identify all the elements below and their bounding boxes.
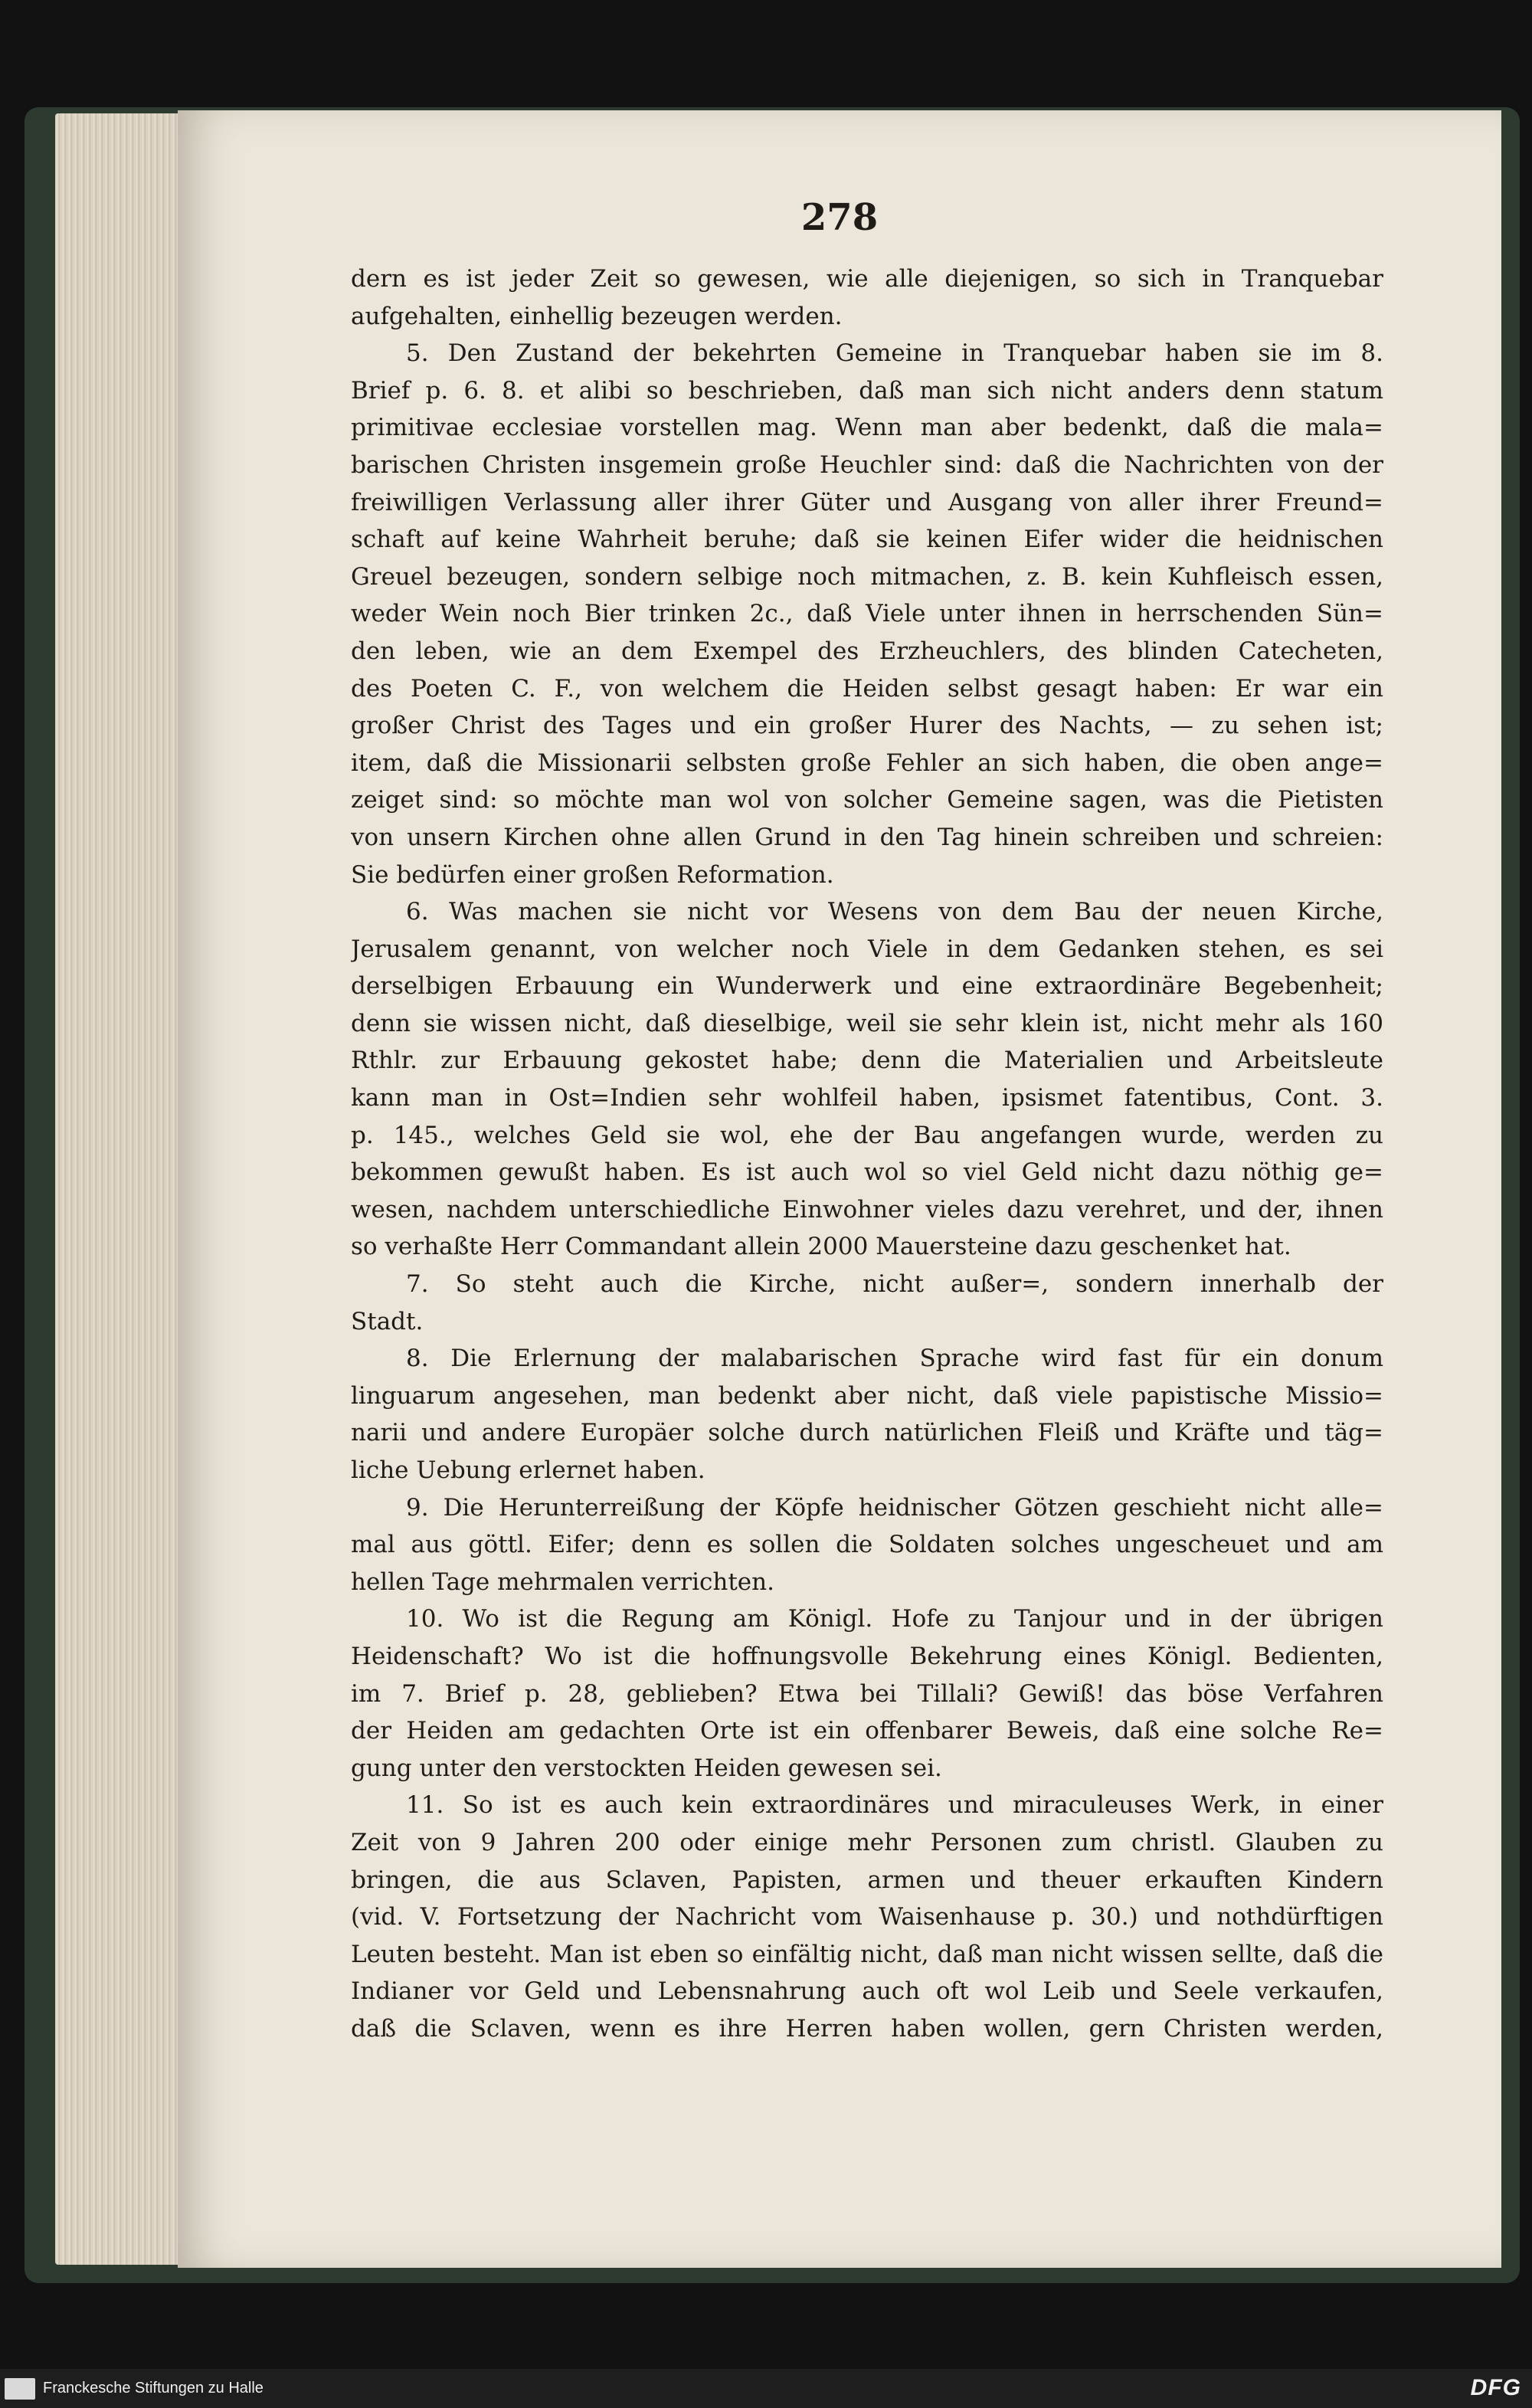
text-line: aufgehalten, einhellig bezeugen werden.: [351, 302, 843, 330]
text-line: des Poeten C. F., von welchem die Heiden selbst gesagt haben: Er war ein: [351, 674, 1383, 703]
text-line: item, daß die Missionarii selbsten große Fehler an sich haben, die oben ange=: [351, 749, 1383, 777]
text-line: (vid. V. Fortsetzung der Nachricht vom Waisenhause p. 30.) und nothdürftigen: [351, 1903, 1383, 1931]
text-line: 5. Den Zustand der bekehrten Gemeine in Tranquebar haben sie im 8.: [406, 339, 1383, 368]
book-page: [178, 110, 1501, 2268]
text-line: den leben, wie an dem Exempel des Erzheuchlers, des blinden Catecheten,: [351, 637, 1383, 665]
text-line: weder Wein noch Bier trinken 2c., daß Viele unter ihnen in herrschenden Sün=: [351, 600, 1383, 628]
text-line: Stadt.: [351, 1307, 424, 1335]
body-text: [351, 260, 1383, 2048]
text-line: 7. So steht auch die Kirche, nicht außer=, sondern innerhalb der: [406, 1270, 1383, 1299]
text-line: von unsern Kirchen ohne allen Grund in den Tag hinein schreiben und schreien:: [351, 823, 1383, 851]
text-line: linguarum angesehen, man bedenkt aber nicht, daß viele papistische Missio=: [351, 1381, 1383, 1410]
text-line: hellen Tage mehrmalen verrichten.: [351, 1568, 774, 1596]
text-line: Leuten besteht. Man ist eben so einfältig nicht, daß man nicht wissen sellte, daß die: [351, 1940, 1383, 1968]
institution-name: Franckesche Stiftungen zu Halle: [43, 2380, 264, 2397]
text-line: der Heiden am gedachten Orte ist ein offenbarer Beweis, daß eine solche Re=: [351, 1717, 1383, 1745]
text-line: zeiget sind: so möchte man wol von solcher Gemeine sagen, was die Pietisten: [351, 786, 1383, 814]
text-line: so verhaßte Herr Commandant allein 2000 Mauersteine dazu geschenket hat.: [351, 1233, 1291, 1261]
text-line: Heidenschaft? Wo ist die hoffnungsvolle Bekehrung eines Königl. Bedienten,: [351, 1642, 1383, 1670]
text-line: Indianer vor Geld und Lebensnahrung auch oft wol Leib und Seele verkaufen,: [351, 1977, 1383, 2006]
text-line: 9. Die Herunterreißung der Köpfe heidnischer Götzen geschieht nicht alle=: [406, 1493, 1383, 1522]
text-line: p. 145., welches Geld sie wol, ehe der Bau angefangen wurde, werden zu: [351, 1121, 1383, 1149]
dfg-logo: DFG: [1470, 2375, 1521, 2400]
text-line: Greuel bezeugen, sondern selbige noch mitmachen, z. B. kein Kuhfleisch essen,: [351, 562, 1383, 591]
text-line: kann man in Ost=Indien sehr wohlfeil haben, ipsismet fatentibus, Cont. 3.: [351, 1084, 1383, 1112]
text-line: Rthlr. zur Erbauung gekostet habe; denn die Materialien und Arbeitsleute: [351, 1047, 1383, 1075]
text-line: Jerusalem genannt, von welcher noch Viele in dem Gedanken stehen, es sei: [351, 935, 1383, 963]
text-line: 8. Die Erlernung der malabarischen Sprache wird fast für ein donum: [406, 1345, 1383, 1373]
text-line: narii und andere Europäer solche durch natürlichen Fleiß und Kräfte und täg=: [351, 1419, 1383, 1447]
text-line: bekommen gewußt haben. Es ist auch wol so viel Geld nicht dazu nöthig ge=: [351, 1158, 1383, 1187]
text-line: schaft auf keine Wahrheit beruhe; daß sie keinen Eifer wider die heidnischen: [351, 526, 1383, 554]
text-line: wesen, nachdem unterschiedliche Einwohner vieles dazu verehret, und der, ihnen: [351, 1195, 1383, 1224]
viewer-footer: [0, 2369, 1532, 2408]
text-line: bringen, die aus Sclaven, Papisten, armen und theuer erkauften Kindern: [351, 1866, 1383, 1894]
text-line: derselbigen Erbauung ein Wunderwerk und eine extraordinäre Begebenheit;: [351, 972, 1383, 1001]
institution-logo-icon: [5, 2378, 35, 2400]
text-line: denn sie wissen nicht, daß dieselbige, weil sie sehr klein ist, nicht mehr als 160: [351, 1009, 1383, 1037]
text-line: gung unter den verstockten Heiden gewesen sei.: [351, 1754, 942, 1782]
text-line: liche Uebung erlernet haben.: [351, 1456, 705, 1484]
text-line: mal aus göttl. Eifer; denn es sollen die Soldaten solches ungescheuet und am: [351, 1531, 1383, 1559]
text-line: primitivae ecclesiae vorstellen mag. Wenn man aber bedenkt, daß die mala=: [351, 414, 1383, 442]
text-line: 11. So ist es auch kein extraordinäres und miraculeuses Werk, in einer: [406, 1791, 1383, 1820]
text-line: dern es ist jeder Zeit so gewesen, wie alle diejenigen, so sich in Tranquebar: [351, 265, 1383, 293]
page-number: 278: [800, 196, 879, 239]
text-line: Zeit von 9 Jahren 200 oder einige mehr Personen zum christl. Glauben zu: [351, 1828, 1383, 1856]
text-line: freiwilligen Verlassung aller ihrer Güter und Ausgang von aller ihrer Freund=: [351, 488, 1383, 516]
text-line: 6. Was machen sie nicht vor Wesens von dem Bau der neuen Kirche,: [406, 898, 1383, 926]
text-line: daß die Sclaven, wenn es ihre Herren haben wollen, gern Christen werden,: [351, 2014, 1383, 2043]
text-line: Sie bedürfen einer großen Reformation.: [351, 860, 834, 889]
text-line: barischen Christen insgemein große Heuchler sind: daß die Nachrichten von der: [351, 450, 1383, 479]
text-line: großer Christ des Tages und ein großer Hurer des Nachts, — zu sehen ist;: [351, 712, 1383, 740]
text-line: im 7. Brief p. 28, geblieben? Etwa bei Tillali? Gewiß! das böse Verfahren: [351, 1679, 1383, 1708]
text-line: 10. Wo ist die Regung am Königl. Hofe zu Tanjour und in der übrigen: [406, 1605, 1383, 1633]
text-line: Brief p. 6. 8. et alibi so beschrieben, daß man sich nicht anders denn statum: [351, 376, 1383, 405]
